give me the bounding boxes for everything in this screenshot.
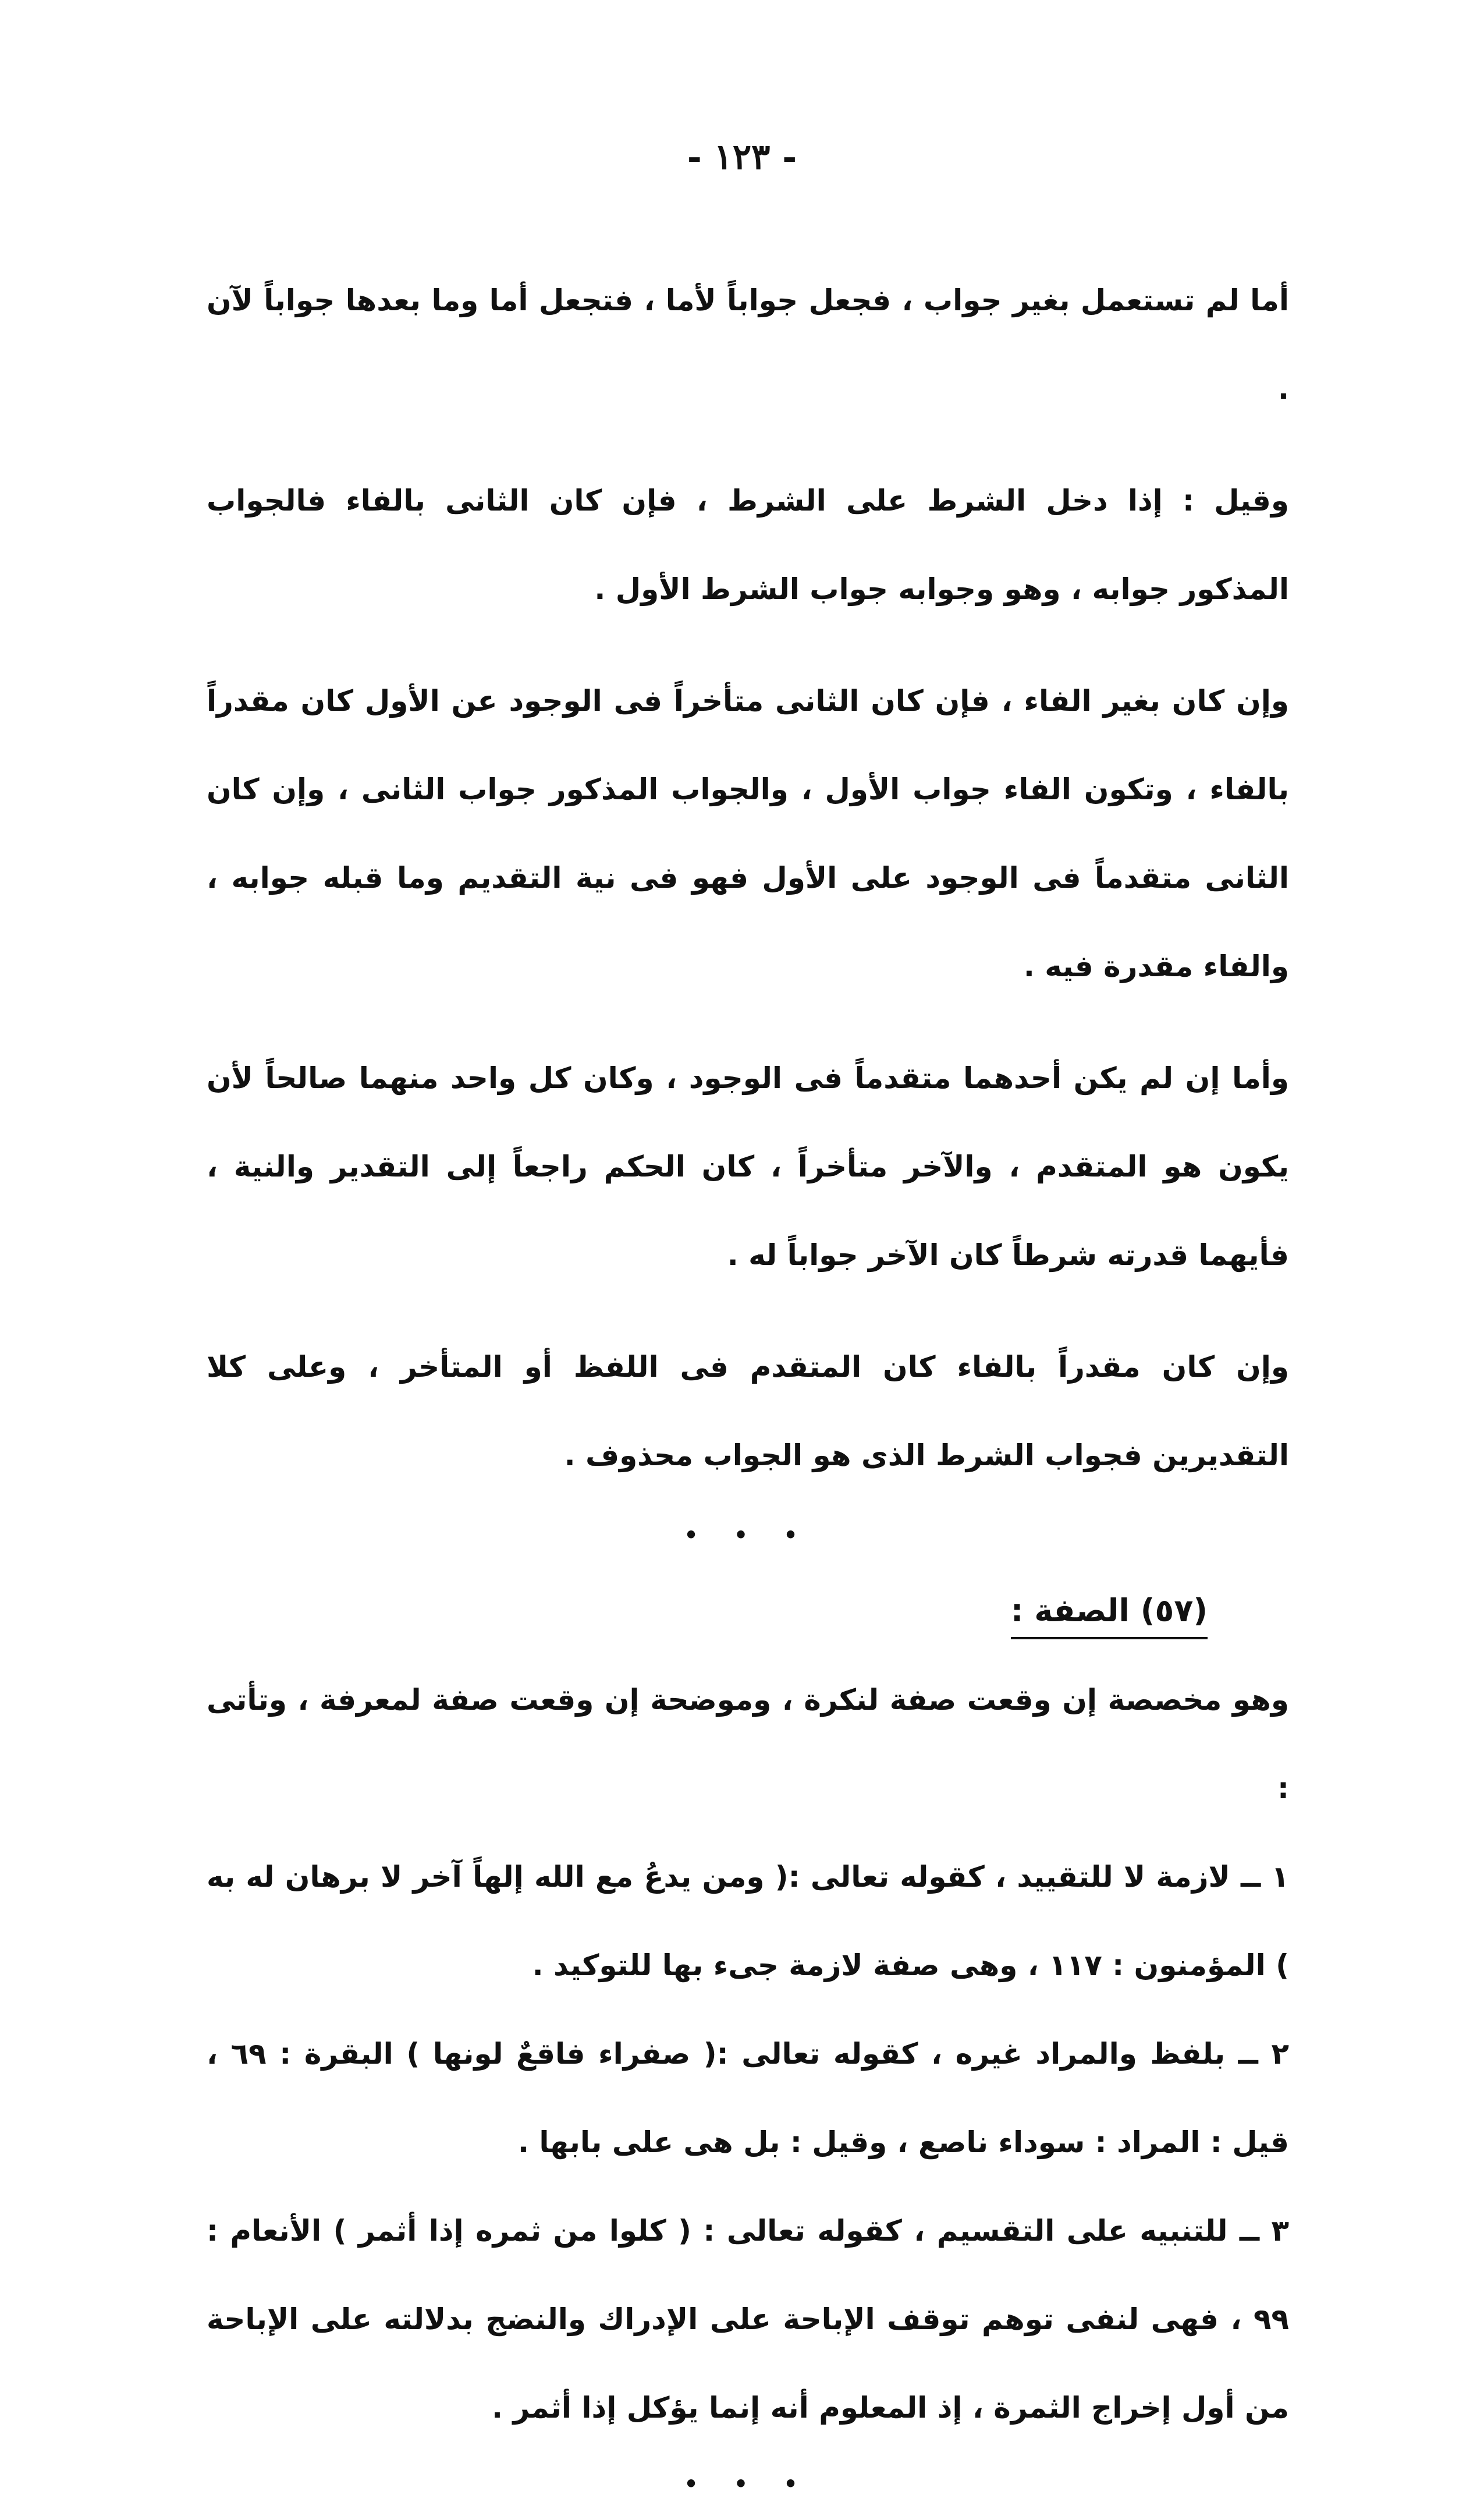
paragraph-3: وإن كان بغير الفاء ، فإن كان الثانى متأخراً فى الوجود عن الأول كان مقدراً بالفاء ، وتكون الفاء جواب الأول ، والجواب المذكور جواب الثانى ، وإن كان الثانى متقدماً فى الوجود على الأول فهو فى نية التقديم وما قبله جوابه ، والفاء مقدرة فيه . [207, 684, 1289, 983]
list-item-3: ٣ ــ للتنبيه على التقسيم ، كقوله تعالى : ( كلوا من ثمره إذا أثمر ) الأنعام : ٩٩ ، فهى لنفى توهم توقف الإباحة على الإدراك والنضج بدلالته على الإباحة من أول إخراج الثمرة ، إذ المعلوم أنه إنما يؤكل إذا أثمر . [207, 2214, 1289, 2425]
paragraph-5: وإن كان مقدراً بالفاء كان المتقدم فى اللفظ أو المتأخر ، وعلى كلا التقديرين فجواب الشرط الذى هو الجواب محذوف . [207, 1350, 1289, 1472]
section-intro: وهو مخصصة إن وقعت صفة لنكرة ، وموضحة إن وقعت صفة لمعرفة ، وتأتى : [207, 1683, 1289, 1805]
page-number: - ١٢٣ - [687, 137, 797, 178]
section-heading-row [207, 1567, 1289, 1656]
paragraph-2: وقيل : إذا دخل الشرط على الشرط ، فإن كان الثانى بالفاء فالجواب المذكور جوابه ، وهو وجوابه جواب الشرط الأول . [207, 484, 1289, 606]
list-item-2: ٢ ــ بلفظ والمراد غيره ، كقوله تعالى :( صفراء فاقعٌ لونها ) البقرة : ٦٩ ، قيل : المراد : سوداء ناصع ، وقيل : بل هى على بابها . [207, 2037, 1289, 2159]
page-body [207, 256, 1289, 2516]
section-separator-1: • • • [684, 1522, 812, 1548]
paragraph-4: وأما إن لم يكن أحدهما متقدماً فى الوجود ، وكان كل واحد منهما صالحاً لأن يكون هو المتقدم ، والآخر متأخراً ، كان الحكم راجعاً إلى التقدير والنية ، فأيهما قدرته شرطاً كان الآخر جواباً له . [207, 1061, 1289, 1272]
section-heading: (٥٧) الصفة : [1011, 1585, 1208, 1639]
section-separator-2: • • • [684, 2471, 812, 2497]
paragraph-1: أما لم تستعمل بغير جواب ، فجعل جواباً لأما ، فتجعل أما وما بعدها جواباً لآن . [207, 284, 1289, 406]
list-item-1: ١ ــ لازمة لا للتقييد ، كقوله تعالى :( ومن يدعُ مع الله إلهاً آخر لا برهان له به ) المؤمنون : ١١٧ ، وهى صفة لازمة جىء بها للتوكيد . [207, 1860, 1289, 1982]
